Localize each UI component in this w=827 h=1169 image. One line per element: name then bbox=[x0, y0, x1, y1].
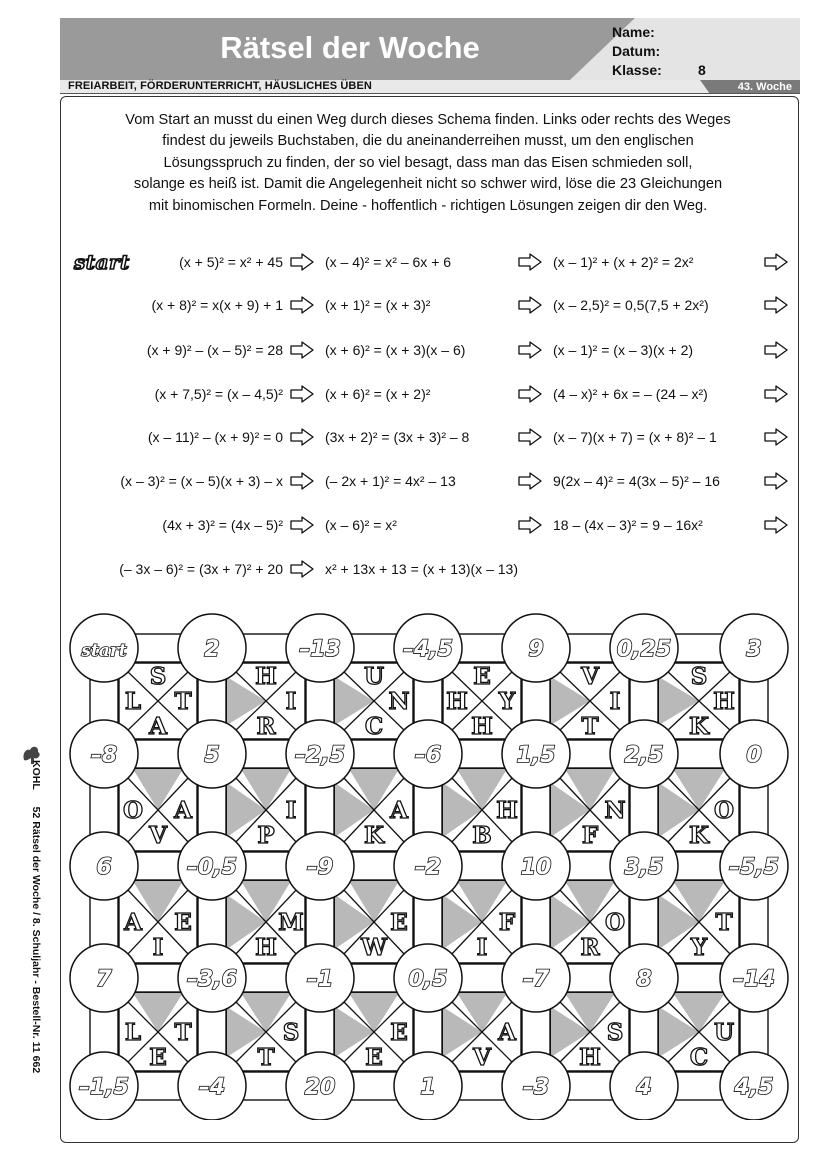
cell-letter: A bbox=[124, 909, 142, 936]
number-node bbox=[394, 614, 462, 682]
letter-cell bbox=[551, 993, 629, 1071]
node-value: start bbox=[81, 641, 127, 661]
arrow-right-icon bbox=[518, 296, 542, 314]
letter-cell bbox=[335, 663, 413, 740]
letter-cell bbox=[659, 881, 739, 963]
number-node bbox=[610, 1052, 678, 1120]
equation: (x + 7,5)² = (x – 4,5)² bbox=[154, 386, 283, 402]
cell-letter: F bbox=[581, 822, 599, 849]
cell-letter: L bbox=[124, 688, 142, 715]
cell-letter: H bbox=[496, 797, 518, 824]
cell-letter: U bbox=[363, 663, 385, 690]
arrow-right-icon bbox=[764, 472, 788, 490]
cell-letter: I bbox=[285, 688, 297, 715]
cell-letter: K bbox=[689, 713, 709, 740]
cell-letter: S bbox=[606, 1019, 624, 1046]
node-value: 3,5 bbox=[624, 855, 664, 880]
number-node bbox=[610, 614, 678, 682]
number-node bbox=[720, 1052, 788, 1120]
number-node bbox=[178, 614, 246, 682]
equation: (– 2x + 1)² = 4x² – 13 bbox=[325, 473, 456, 489]
cell-letter: K bbox=[364, 822, 384, 849]
equation: x² + 13x + 13 = (x + 13)(x – 13) bbox=[325, 561, 518, 577]
instruction-line: Vom Start an musst du einen Weg durch dieses Schema finden. Links oder rechts des Weges bbox=[125, 112, 731, 128]
cell-letter: V bbox=[149, 822, 167, 849]
class-label: Klasse: bbox=[612, 62, 662, 78]
node-value: –4 bbox=[198, 1075, 226, 1100]
puzzle-maze bbox=[68, 612, 790, 1120]
cell-letter: H bbox=[255, 663, 277, 690]
number-node bbox=[70, 720, 138, 788]
cell-letter: N bbox=[388, 688, 410, 715]
subtitle: FREIARBEIT, FÖRDERUNTERRICHT, HÄUSLICHES ÜBEN bbox=[68, 80, 372, 92]
equation: (x – 3)² = (x – 5)(x + 3) – x bbox=[120, 473, 283, 489]
cell-letter: I bbox=[609, 688, 621, 715]
letter-cell bbox=[119, 881, 197, 963]
node-value: 1 bbox=[420, 1075, 436, 1100]
letter-cell bbox=[227, 993, 305, 1071]
cell-letter: T bbox=[581, 713, 599, 740]
node-value: 4,5 bbox=[734, 1075, 774, 1100]
cell-letter: P bbox=[257, 822, 275, 849]
number-node bbox=[286, 944, 354, 1012]
node-value: –8 bbox=[90, 743, 118, 768]
letter-cell bbox=[551, 663, 629, 740]
cell-letter: E bbox=[365, 1044, 383, 1071]
letter-cell bbox=[443, 663, 521, 740]
cell-letter: S bbox=[282, 1019, 300, 1046]
letter-cell bbox=[119, 663, 197, 740]
node-value: 1,5 bbox=[516, 743, 556, 768]
start-label: start bbox=[74, 250, 130, 274]
cell-letter: A bbox=[498, 1019, 516, 1046]
cell-letter: V bbox=[581, 663, 599, 690]
cell-letter: R bbox=[580, 934, 600, 961]
equation: (x + 5)² = x² + 45 bbox=[179, 254, 283, 270]
cell-letter: L bbox=[124, 1019, 142, 1046]
cell-letter: C bbox=[689, 1044, 709, 1071]
cell-letter: E bbox=[390, 909, 408, 936]
equation: (x + 8)² = x(x + 9) + 1 bbox=[151, 297, 283, 313]
number-node bbox=[394, 944, 462, 1012]
cell-letter: H bbox=[446, 688, 468, 715]
arrow-right-icon bbox=[290, 516, 314, 534]
number-node bbox=[70, 832, 138, 900]
arrow-right-icon bbox=[290, 428, 314, 446]
arrow-right-icon bbox=[290, 385, 314, 403]
class-value: 8 bbox=[698, 62, 706, 78]
letter-cell bbox=[443, 881, 521, 963]
arrow-right-icon bbox=[518, 385, 542, 403]
equation: (x + 1)² = (x + 3)² bbox=[325, 297, 431, 313]
node-value: –3 bbox=[522, 1075, 550, 1100]
equation: (4 – x)² + 6x = – (24 – x²) bbox=[553, 386, 708, 402]
number-node bbox=[178, 1052, 246, 1120]
cell-letter: V bbox=[473, 1044, 491, 1071]
number-node bbox=[720, 832, 788, 900]
instruction-line: mit binomischen Formeln. Deine - hoffentlich - richtigen Lösungen zeigen dir den Weg. bbox=[148, 197, 708, 214]
letter-cell bbox=[227, 769, 305, 851]
cell-letter: I bbox=[285, 797, 297, 824]
number-node bbox=[178, 832, 246, 900]
equation: (x + 6)² = (x + 3)(x – 6) bbox=[325, 342, 466, 358]
number-node bbox=[394, 1052, 462, 1120]
node-value: 4 bbox=[636, 1075, 652, 1100]
equation: (x + 6)² = (x + 2)² bbox=[325, 386, 431, 402]
arrow-right-icon bbox=[518, 428, 542, 446]
node-value: –7 bbox=[522, 967, 550, 992]
letter-cell bbox=[551, 881, 629, 963]
equation: (x – 4)² = x² – 6x + 6 bbox=[325, 254, 452, 270]
cell-letter: S bbox=[149, 663, 167, 690]
number-node bbox=[720, 614, 788, 682]
cell-letter: O bbox=[122, 797, 144, 824]
number-node bbox=[502, 832, 570, 900]
cell-letter: B bbox=[472, 822, 492, 849]
arrow-right-icon bbox=[518, 516, 542, 534]
node-value: –1,5 bbox=[79, 1075, 129, 1100]
arrow-right-icon bbox=[764, 341, 788, 359]
letter-cell bbox=[227, 663, 305, 740]
cell-letter: T bbox=[174, 1019, 192, 1046]
number-node bbox=[178, 720, 246, 788]
letter-cell bbox=[659, 769, 739, 851]
publisher-name: KOHL bbox=[30, 760, 42, 790]
cell-letter: S bbox=[690, 663, 708, 690]
arrow-right-icon bbox=[290, 560, 314, 578]
equation: (x – 1)² = (x – 3)(x + 2) bbox=[553, 342, 694, 358]
cell-letter: H bbox=[713, 688, 735, 715]
cell-letter: A bbox=[390, 797, 408, 824]
cell-letter: H bbox=[255, 934, 277, 961]
equation: (x – 7)(x + 7) = (x + 8)² – 1 bbox=[553, 429, 717, 445]
number-node bbox=[502, 944, 570, 1012]
number-node bbox=[178, 944, 246, 1012]
cell-letter: A bbox=[174, 797, 192, 824]
arrow-right-icon bbox=[764, 428, 788, 446]
cell-letter: T bbox=[715, 909, 733, 936]
arrow-right-icon bbox=[518, 253, 542, 271]
letter-cell bbox=[335, 769, 413, 851]
arrow-right-icon bbox=[764, 296, 788, 314]
cell-letter: A bbox=[149, 713, 167, 740]
node-value: 0 bbox=[746, 743, 762, 768]
node-value: –13 bbox=[299, 637, 341, 662]
node-value: –1 bbox=[306, 967, 334, 992]
arrow-right-icon bbox=[764, 253, 788, 271]
arrow-right-icon bbox=[518, 472, 542, 490]
equation: (x – 11)² – (x + 9)² = 0 bbox=[147, 429, 283, 445]
name-label: Name: bbox=[612, 24, 655, 40]
node-value: 2 bbox=[204, 637, 220, 662]
cell-letter: M bbox=[278, 909, 304, 936]
number-node bbox=[610, 944, 678, 1012]
letter-cell bbox=[443, 993, 521, 1071]
letter-cell bbox=[659, 993, 739, 1071]
side-caption bbox=[28, 760, 42, 1120]
number-node bbox=[70, 944, 138, 1012]
node-value: –2 bbox=[414, 855, 442, 880]
cell-letter: E bbox=[149, 1044, 167, 1071]
arrow-right-icon bbox=[518, 341, 542, 359]
instructions bbox=[70, 110, 786, 217]
letter-cell bbox=[659, 663, 739, 740]
equation: (x – 6)² = x² bbox=[325, 517, 397, 533]
equation: (x + 9)² – (x – 5)² = 28 bbox=[146, 342, 283, 358]
cell-letter: I bbox=[476, 934, 488, 961]
cell-letter: Y bbox=[498, 688, 516, 715]
equation: 9(2x – 4)² = 4(3x – 5)² – 16 bbox=[553, 473, 720, 489]
cell-letter: R bbox=[256, 713, 276, 740]
instruction-line: Lösungsspruch zu finden, der so viel besagt, dass man das Eisen schmieden soll, bbox=[163, 154, 693, 171]
date-label: Datum: bbox=[612, 43, 661, 59]
cell-letter: T bbox=[174, 688, 192, 715]
node-value: 10 bbox=[520, 855, 552, 880]
equation: (x – 2,5)² = 0,5(7,5 + 2x²) bbox=[553, 297, 709, 313]
cell-letter: U bbox=[713, 1019, 735, 1046]
cell-letter: H bbox=[471, 713, 493, 740]
cell-letter: E bbox=[473, 663, 491, 690]
arrow-right-icon bbox=[290, 296, 314, 314]
letter-cell bbox=[335, 993, 413, 1071]
node-value: 2,5 bbox=[624, 743, 664, 768]
number-node bbox=[286, 1052, 354, 1120]
number-node bbox=[70, 1052, 138, 1120]
cell-letter: N bbox=[604, 797, 626, 824]
node-value: 0,25 bbox=[616, 637, 672, 662]
cell-letter: O bbox=[713, 797, 735, 824]
number-node bbox=[610, 832, 678, 900]
letter-cell bbox=[551, 769, 629, 851]
number-node bbox=[610, 720, 678, 788]
number-node bbox=[394, 832, 462, 900]
cell-letter: H bbox=[579, 1044, 601, 1071]
equation: (x – 1)² + (x + 2)² = 2x² bbox=[553, 254, 694, 270]
node-value: 20 bbox=[304, 1075, 336, 1100]
letter-cell bbox=[119, 769, 197, 851]
number-node bbox=[286, 720, 354, 788]
letter-cell bbox=[227, 881, 305, 963]
node-value: 0,5 bbox=[408, 967, 448, 992]
cell-letter: O bbox=[604, 909, 626, 936]
arrow-right-icon bbox=[290, 472, 314, 490]
node-value: 9 bbox=[528, 637, 544, 662]
cell-letter: K bbox=[689, 822, 709, 849]
node-value: 7 bbox=[96, 967, 112, 992]
node-value: 6 bbox=[96, 855, 112, 880]
node-value: –14 bbox=[733, 967, 775, 992]
cell-letter: C bbox=[364, 713, 384, 740]
equation: (4x + 3)² = (4x – 5)² bbox=[162, 517, 283, 533]
node-value: –2,5 bbox=[295, 743, 345, 768]
number-node bbox=[720, 944, 788, 1012]
letter-cell bbox=[335, 881, 413, 963]
node-value: –5,5 bbox=[729, 855, 779, 880]
number-node bbox=[720, 720, 788, 788]
instruction-line: solange es heiß ist. Damit die Angelegenheit nicht so schwer wird, löse die 23 Gleichungen bbox=[133, 176, 723, 193]
node-value: 5 bbox=[204, 743, 220, 768]
cell-letter: I bbox=[152, 934, 164, 961]
cell-letter: F bbox=[498, 909, 516, 936]
node-value: 8 bbox=[636, 967, 652, 992]
node-value: 3 bbox=[746, 637, 762, 662]
cell-letter: W bbox=[361, 934, 387, 961]
number-node bbox=[286, 614, 354, 682]
start-node bbox=[70, 614, 138, 682]
equation: (– 3x – 6)² = (3x + 7)² + 20 bbox=[119, 561, 283, 577]
letter-cell bbox=[119, 993, 197, 1071]
equation: (3x + 2)² = (3x + 3)² – 8 bbox=[325, 429, 470, 445]
instruction-line: findest du jeweils Buchstaben, die du aneinanderreihen musst, um den englischen bbox=[162, 133, 694, 150]
number-node bbox=[502, 1052, 570, 1120]
cell-letter: T bbox=[257, 1044, 275, 1071]
number-node bbox=[502, 720, 570, 788]
letter-cell bbox=[443, 769, 521, 851]
node-value: –3,6 bbox=[187, 967, 237, 992]
footer-text: 52 Rätsel der Woche / 8. Schuljahr - Bestell-Nr. 11 662 bbox=[30, 806, 42, 1074]
number-node bbox=[286, 832, 354, 900]
arrow-right-icon bbox=[290, 341, 314, 359]
equation: 18 – (4x – 3)² = 9 – 16x² bbox=[553, 517, 703, 533]
node-value: –4,5 bbox=[403, 637, 453, 662]
cell-letter: E bbox=[390, 1019, 408, 1046]
node-value: –6 bbox=[414, 743, 442, 768]
week-label: 43. Woche bbox=[737, 81, 792, 93]
arrow-right-icon bbox=[764, 516, 788, 534]
arrow-right-icon bbox=[764, 385, 788, 403]
node-value: –9 bbox=[306, 855, 334, 880]
number-node bbox=[394, 720, 462, 788]
cell-letter: E bbox=[174, 909, 192, 936]
node-value: –0,5 bbox=[187, 855, 237, 880]
page-title: Rätsel der Woche bbox=[220, 30, 480, 65]
cell-letter: Y bbox=[690, 934, 708, 961]
arrow-right-icon bbox=[290, 253, 314, 271]
number-node bbox=[502, 614, 570, 682]
